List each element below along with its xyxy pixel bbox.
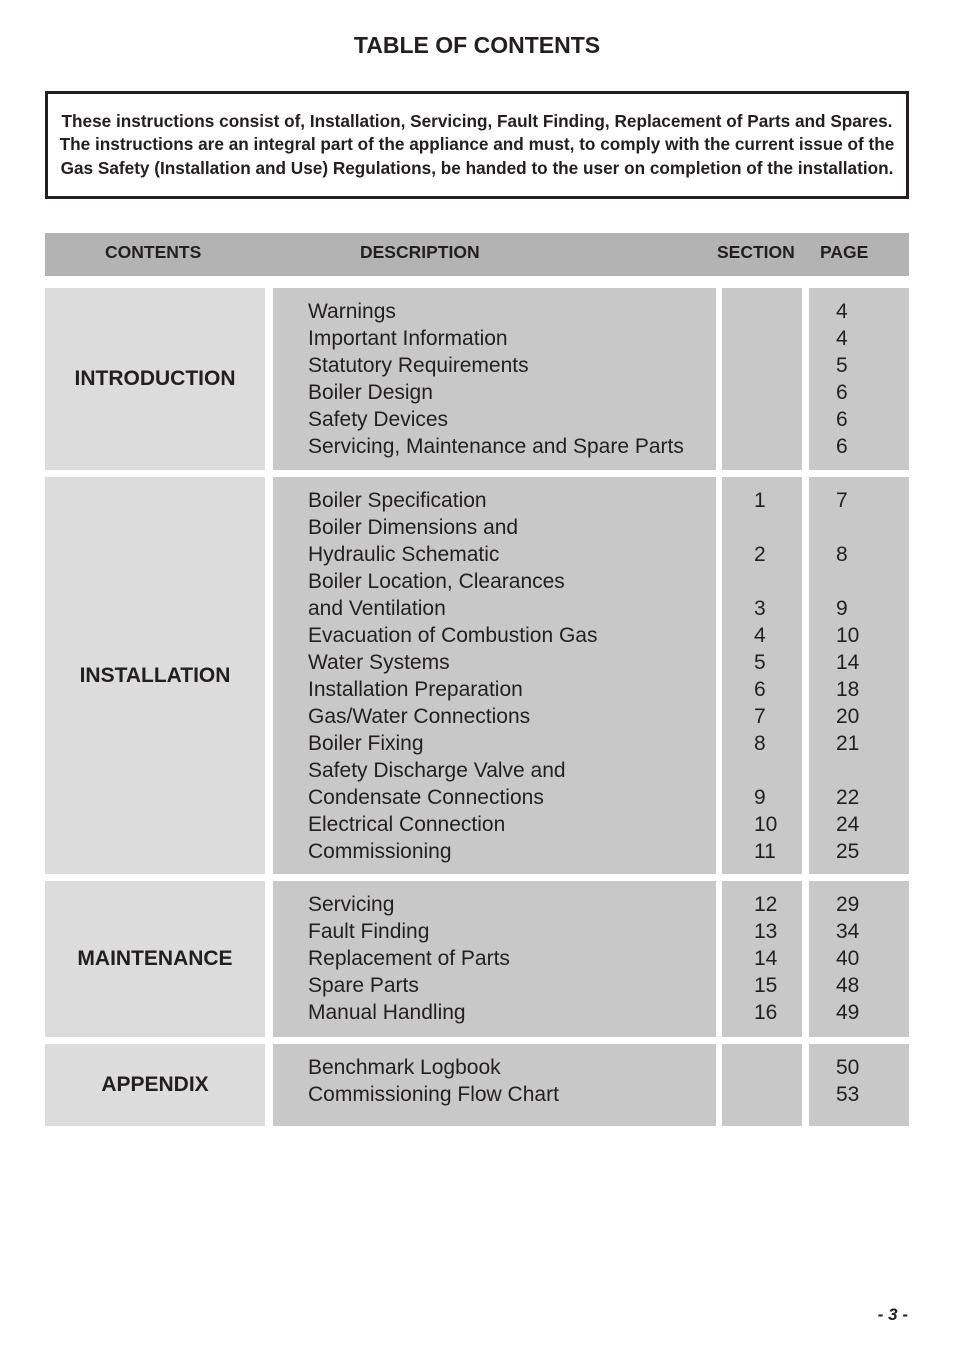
description-item: Commissioning Flow Chart: [308, 1083, 559, 1106]
section-column: [722, 881, 802, 1037]
description-item: Water Systems: [308, 651, 450, 674]
page-number-entry: 48: [836, 974, 860, 997]
section-number: [754, 379, 802, 406]
page-number-entry: [836, 568, 909, 595]
header-page: PAGE: [820, 242, 869, 262]
description-item: Servicing, Maintenance and Spare Parts: [308, 435, 684, 458]
page-number: - 3 -: [877, 1305, 908, 1324]
section-number: 7: [754, 705, 766, 728]
page-number-entry: 49: [836, 1001, 860, 1024]
page-number-entry: 6: [836, 381, 848, 404]
section-number: [754, 1081, 802, 1108]
page-number-entry: [836, 757, 909, 784]
description-item: Commissioning: [308, 840, 452, 863]
section-number: 14: [754, 947, 778, 970]
section-number: 3: [754, 597, 766, 620]
section-number: [754, 757, 802, 784]
description-item: Boiler Specification: [308, 489, 487, 512]
group-label: MAINTENANCE: [45, 881, 265, 1037]
description-item: Manual Handling: [308, 1001, 466, 1024]
group-installation: [45, 477, 909, 874]
description-item: Safety Devices: [308, 408, 449, 431]
description-item: Electrical Connection: [308, 813, 506, 836]
description-item: Boiler Design: [308, 381, 433, 404]
header-section: SECTION: [717, 242, 795, 262]
page-number-entry: 10: [836, 624, 860, 647]
description-item: Warnings: [308, 300, 396, 323]
page-number-entry: 7: [836, 489, 848, 512]
group-introduction: [45, 288, 909, 470]
description-item: Replacement of Parts: [308, 947, 510, 970]
section-number: [754, 514, 802, 541]
header-description: DESCRIPTION: [360, 242, 480, 262]
description-item: Condensate Connections: [308, 786, 544, 809]
page-number-entry: 29: [836, 893, 860, 916]
page-number-entry: 4: [836, 327, 848, 350]
section-number: 8: [754, 732, 766, 755]
section-column: [722, 477, 802, 874]
page-number-entry: 34: [836, 920, 860, 943]
page-number-entry: 14: [836, 651, 860, 674]
description-item: Boiler Dimensions and: [308, 516, 519, 539]
page-number-entry: 21: [836, 732, 860, 755]
section-number: 9: [754, 786, 766, 809]
page-number-entry: 6: [836, 408, 848, 431]
group-label: INTRODUCTION: [45, 288, 265, 470]
page-number-entry: 9: [836, 597, 848, 620]
section-number: [754, 406, 802, 433]
section-number: 12: [754, 893, 778, 916]
description-item: and Ventilation: [308, 597, 446, 620]
page-column: [809, 1044, 909, 1126]
page-column: [809, 288, 909, 470]
description-column: [273, 288, 716, 470]
group-label: APPENDIX: [45, 1044, 265, 1126]
description-item: Safety Discharge Valve and: [308, 759, 566, 782]
page-number-entry: [836, 514, 909, 541]
page-number-entry: 53: [836, 1083, 860, 1106]
section-number: [754, 325, 802, 352]
description-column: [273, 881, 716, 1037]
group-maintenance: [45, 881, 909, 1037]
group-appendix: [45, 1044, 909, 1126]
page-number-entry: 20: [836, 705, 860, 728]
description-item: Servicing: [308, 893, 395, 916]
section-number: [754, 298, 802, 325]
description-column: [273, 1044, 716, 1126]
page-number-entry: 25: [836, 840, 860, 863]
description-column: [273, 477, 716, 874]
page-number-entry: 18: [836, 678, 860, 701]
description-item: Boiler Location, Clearances: [308, 570, 565, 593]
section-number: 16: [754, 1001, 778, 1024]
page-column: [809, 477, 909, 874]
section-number: 15: [754, 974, 778, 997]
description-item: Fault Finding: [308, 920, 430, 943]
section-number: [754, 433, 802, 460]
page-number-entry: 24: [836, 813, 860, 836]
group-label: INSTALLATION: [45, 477, 265, 874]
section-number: 10: [754, 813, 778, 836]
section-number: [754, 568, 802, 595]
page-number-entry: 8: [836, 543, 848, 566]
section-number: 13: [754, 920, 778, 943]
description-item: Spare Parts: [308, 974, 419, 997]
description-item: Gas/Water Connections: [308, 705, 531, 728]
page-number-entry: 40: [836, 947, 860, 970]
section-number: 11: [754, 840, 776, 863]
description-item: Hydraulic Schematic: [308, 543, 500, 566]
description-item: Statutory Requirements: [308, 354, 529, 377]
section-number: 1: [754, 489, 766, 512]
page-number-entry: 50: [836, 1056, 860, 1079]
description-item: Boiler Fixing: [308, 732, 424, 755]
section-number: 2: [754, 543, 766, 566]
section-number: 4: [754, 624, 766, 647]
table-header: [45, 233, 909, 276]
section-number: [754, 352, 802, 379]
instructions-notice: These instructions consist of, Installation, Servicing, Fault Finding, Replacement of Parts and Spares. The instructions are an integral part of the appliance and must, to comply with the current issue of the Gas Safety (Installation and Use) Regulations, be handed to the user on completion of the installation.: [45, 91, 909, 199]
page-number-entry: 22: [836, 786, 860, 809]
section-number: [754, 1054, 802, 1081]
description-item: Benchmark Logbook: [308, 1056, 501, 1079]
section-number: 6: [754, 678, 766, 701]
header-contents: CONTENTS: [105, 242, 202, 262]
page-number-entry: 4: [836, 300, 848, 323]
description-item: Installation Preparation: [308, 678, 523, 701]
page-column: [809, 881, 909, 1037]
section-number: 5: [754, 651, 766, 674]
page-title: TABLE OF CONTENTS: [353, 32, 601, 58]
description-item: Important Information: [308, 327, 508, 350]
section-column: [722, 1044, 802, 1126]
page-number-entry: 5: [836, 354, 848, 377]
section-column: [722, 288, 802, 470]
description-item: Evacuation of Combustion Gas: [308, 624, 598, 647]
page-number-entry: 6: [836, 435, 848, 458]
